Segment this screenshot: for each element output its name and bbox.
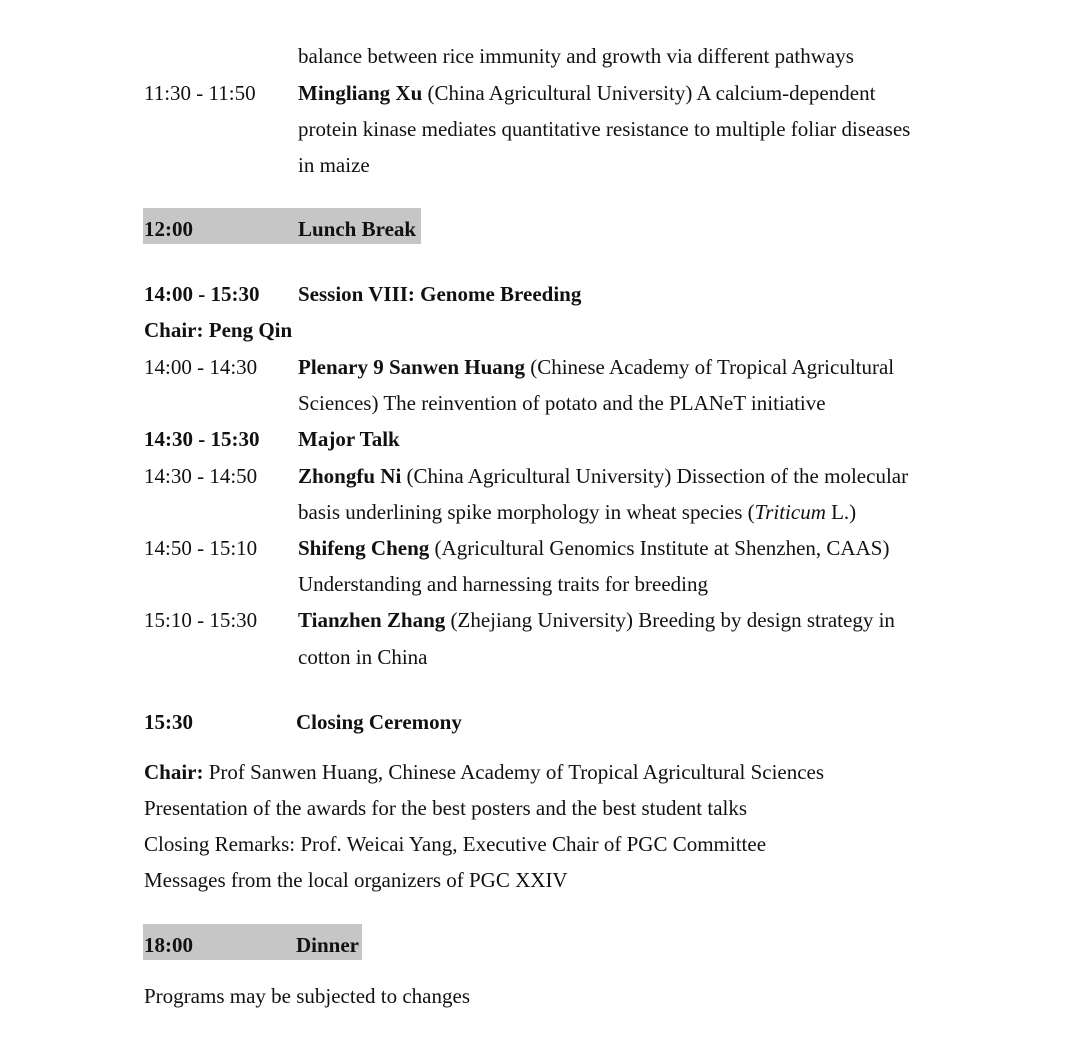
talk-time: 14:50 - 15:10 xyxy=(144,536,258,560)
lunch-label: Lunch Break xyxy=(298,217,417,241)
session-chair: Chair: Peng Qin xyxy=(144,318,293,342)
closing-header: 15:30 Closing Ceremony xyxy=(144,710,462,734)
lunch-time: 12:00 xyxy=(144,217,193,241)
talk-time: 15:10 - 15:30 xyxy=(144,608,258,632)
talk-time: 14:00 - 14:30 xyxy=(144,355,258,379)
session-time: 14:00 - 15:30 xyxy=(144,282,260,306)
talk-time: 11:30 - 11:50 xyxy=(144,81,256,105)
major-talk-header: 14:30 - 15:30 Major Talk xyxy=(144,427,400,451)
footer-note: Programs may be subjected to changes xyxy=(144,984,470,1008)
speaker-name: Mingliang Xu xyxy=(298,81,423,105)
speaker-name: Tianzhen Zhang xyxy=(298,608,446,632)
lunch-row xyxy=(0,211,1080,247)
species-name: Triticum xyxy=(754,500,826,524)
speaker-name: Plenary 9 Sanwen Huang xyxy=(298,355,525,379)
dinner-label: Dinner xyxy=(296,933,359,957)
continuation-line: balance between rice immunity and growth via different pathways xyxy=(298,44,854,68)
speaker-name: Shifeng Cheng xyxy=(298,536,430,560)
dinner-time: 18:00 xyxy=(144,933,193,957)
speaker-name: Zhongfu Ni xyxy=(298,464,402,488)
dinner-row xyxy=(0,927,1080,963)
talk-time: 14:30 - 14:50 xyxy=(144,464,258,488)
session-header xyxy=(0,276,1080,312)
session-title: Session VIII: Genome Breeding xyxy=(298,282,582,306)
